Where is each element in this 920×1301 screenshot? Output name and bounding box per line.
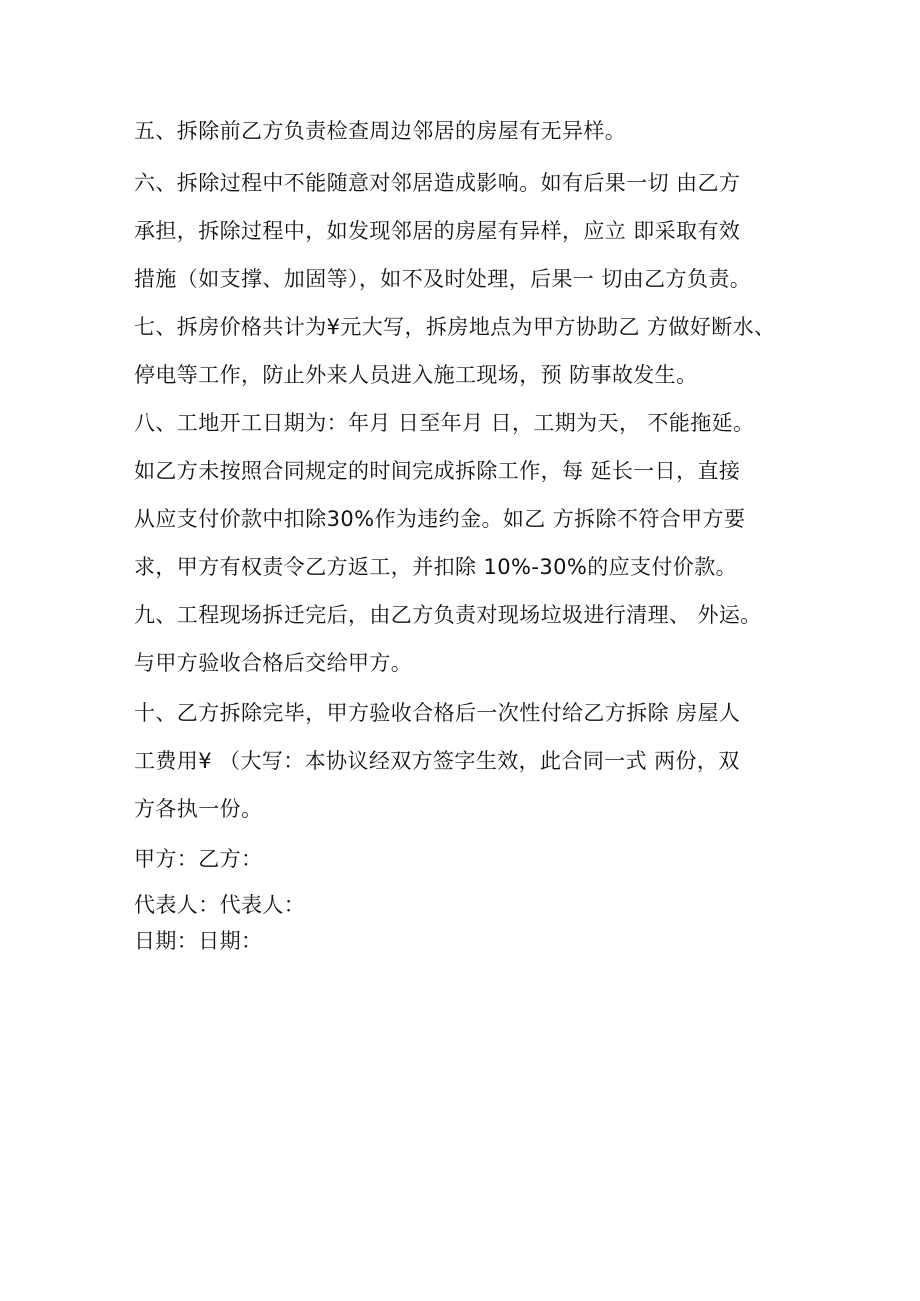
clause-9-line-1: 九、工程现场拆迁完后，由乙方负责对现场垃圾进行清理、 外运。	[134, 603, 762, 627]
signature-parties-line: 甲方：乙方：	[134, 847, 263, 871]
clause-8-line-1: 八、工地开工日期为：年月 日至年月 日，工期为天， 不能拖延。	[134, 411, 755, 435]
signature-representatives-line: 代表人：代表人：	[134, 893, 306, 917]
clause-6-line-1: 六、拆除过程中不能随意对邻居造成影响。如有后果一切 由乙方	[134, 171, 741, 195]
clause-6-line-2: 承担，拆除过程中，如发现邻居的房屋有异样，应立 即采取有效	[134, 219, 741, 243]
clause-7-line-1: 七、拆房价格共计为¥元大写，拆房地点为甲方协助乙 方做好断水、	[134, 315, 776, 339]
clause-6-line-3: 措施（如支撑、加固等），如不及时处理，后果一 切由乙方负责。	[134, 267, 752, 291]
clause-10-line-3: 方各执一份。	[134, 797, 263, 821]
clause-5-line: 五、拆除前乙方负责检查周边邻居的房屋有无异样。	[134, 119, 627, 143]
signature-dates-line: 日期：日期：	[134, 929, 263, 953]
clause-9-line-2: 与甲方验收合格后交给甲方。	[134, 651, 413, 675]
clause-8-line-2: 如乙方未按照合同规定的时间完成拆除工作，每 延长一日，直接	[134, 459, 741, 483]
clause-10-line-2: 工费用¥ （大写：本协议经双方签字生效，此合同一式 两份，双	[134, 749, 740, 773]
clause-7-line-2: 停电等工作，防止外来人员进入施工现场，预 防事故发生。	[134, 363, 698, 387]
clause-8-line-4: 求，甲方有权责令乙方返工，并扣除 10%-30%的应支付价款。	[134, 555, 738, 579]
clause-8-line-3: 从应支付价款中扣除30%作为违约金。如乙 方拆除不符合甲方要	[134, 507, 746, 531]
clause-10-line-1: 十、乙方拆除完毕，甲方验收合格后一次性付给乙方拆除 房屋人	[134, 701, 741, 725]
